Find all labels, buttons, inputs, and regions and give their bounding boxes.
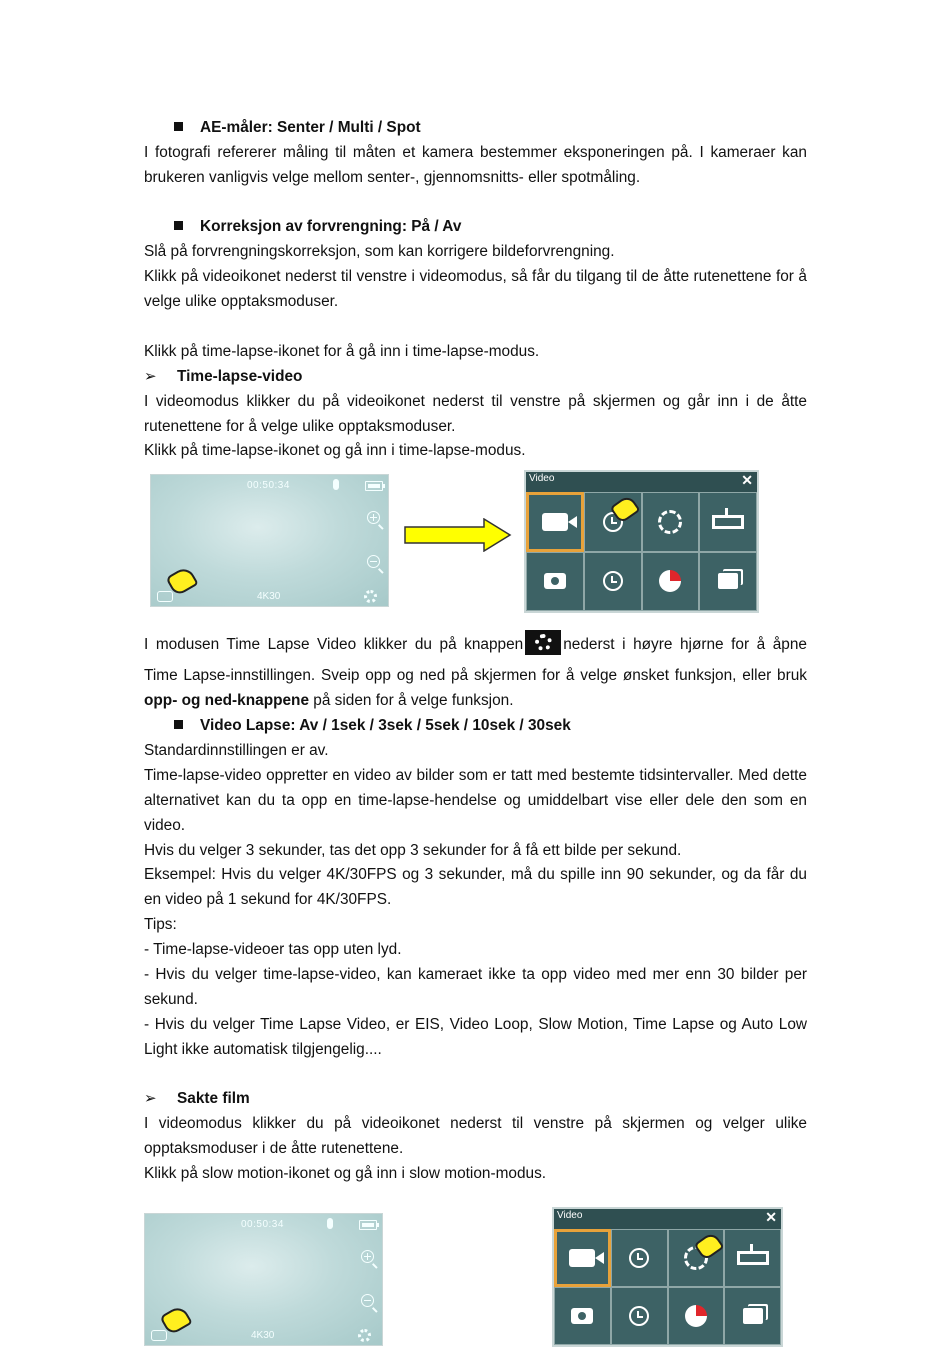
battery-icon [365, 481, 383, 491]
video-camera-icon [542, 513, 568, 531]
arrow-bullet-icon: ➢ [144, 368, 157, 385]
paragraph-distortion-3: Klikk på time-lapse-ikonet for å gå inn i time-lapse-modus. [144, 343, 540, 360]
tip-1: - Time-lapse-videoer tas opp uten lyd. [144, 941, 402, 958]
photo-camera-icon [571, 1308, 593, 1324]
menu-title: Video [557, 1210, 583, 1221]
mode-burst[interactable] [724, 1287, 781, 1345]
video-mode-menu-2 [552, 1207, 783, 1347]
mode-photo[interactable] [554, 1287, 611, 1345]
mode-timelapse-video[interactable] [584, 492, 642, 552]
paragraph-distortion-2: Klikk på videoikonet nederst til venstre i videomodus, så får du tilgang til de åtte rutenettene for å velge ulike opptaksmoduser. [144, 268, 807, 310]
paragraph-3sec: Hvis du velger 3 sekunder, tas det opp 3 sekunder for å få ett bilde per sekund. [144, 842, 682, 859]
zoom-in-icon [367, 511, 380, 524]
settings-gear-icon [364, 590, 377, 603]
arrow-heading-timelapse: ➢ Time-lapse-video [144, 364, 302, 389]
zoom-out-icon [367, 555, 380, 568]
mode-timelapse-photo[interactable] [584, 552, 642, 612]
timelapse-photo-icon [603, 571, 623, 591]
mode-normal-video[interactable] [554, 1229, 611, 1287]
resolution-label: 4K30 [251, 1330, 275, 1341]
video-mode-menu [524, 470, 759, 613]
square-bullet-icon [174, 221, 183, 230]
menu-title: Video [529, 473, 555, 484]
recording-timer: 00:50:34 [247, 480, 290, 491]
square-bullet-icon [174, 720, 183, 729]
mode-car[interactable] [699, 492, 757, 552]
burst-photo-icon [743, 1308, 763, 1324]
video-mode-icon [157, 591, 173, 602]
paragraph-ae: I fotografi refererer måling til måten et kamera bestemmer eksponeringen på. I kameraer kan brukeren vanligvis velge mellom senter-, gjennomsnitts- eller spotmåling. [144, 144, 807, 186]
mode-normal-video[interactable] [526, 492, 584, 552]
slow-motion-icon [658, 510, 682, 534]
close-icon[interactable]: ✕ [741, 472, 753, 488]
zoom-in-icon [361, 1250, 374, 1263]
right-arrow-icon [404, 518, 512, 552]
paragraph-slowmo-2: Klikk på slow motion-ikonet og gå inn i slow motion-modus. [144, 1165, 547, 1182]
paragraph-timelapse-2: Klikk på time-lapse-ikonet og gå inn i time-lapse-modus. [144, 442, 526, 459]
timelapse-photo-icon [629, 1306, 649, 1326]
bullet-heading-distortion: Korreksjon av forvrengning: På / Av [174, 214, 461, 239]
settings-gear-icon [525, 630, 561, 655]
self-timer-icon [659, 570, 681, 592]
video-camera-icon [569, 1249, 595, 1267]
bullet-heading-video-lapse: Video Lapse: Av / 1sek / 3sek / 5sek / 10sek / 30sek [174, 713, 571, 738]
burst-photo-icon [718, 573, 738, 589]
mode-slow-motion[interactable] [642, 492, 700, 552]
self-timer-icon [685, 1305, 707, 1327]
mic-icon [327, 1218, 333, 1229]
mode-timelapse-video[interactable] [611, 1229, 668, 1287]
car-mode-icon [712, 515, 744, 529]
tip-3: - Hvis du velger Time Lapse Video, er EIS, Video Loop, Slow Motion, Time Lapse og Auto Low Light ikke automatisk tilgjengelig.... [144, 1016, 807, 1058]
tip-2: - Hvis du velger time-lapse-video, kan kameraet ikke ta opp video med mer enn 30 bilder per sekund. [144, 966, 807, 1008]
mode-car[interactable] [724, 1229, 781, 1287]
battery-icon [359, 1220, 377, 1230]
close-icon[interactable]: ✕ [765, 1209, 777, 1225]
mode-self-timer[interactable] [668, 1287, 725, 1345]
mode-slow-motion[interactable] [668, 1229, 725, 1287]
resolution-label: 4K30 [257, 591, 281, 602]
paragraph-settings-2: Time Lapse-innstillingen. Sveip opp og ned på skjermen for å velge ønsket funksjon, eller bruk opp- og ned-knappene på siden for å velge funksjon. [144, 667, 807, 709]
car-mode-icon [737, 1251, 769, 1265]
paragraph-slowmo-1: I videomodus klikker du på videoikonet nederst til venstre på skjermen og velger ulike opptaksmoduser i de åtte rutenettene. [144, 1115, 807, 1157]
mode-photo[interactable] [526, 552, 584, 612]
photo-camera-icon [544, 573, 566, 589]
bullet-heading-ae: AE-måler: Senter / Multi / Spot [174, 115, 421, 140]
mode-burst[interactable] [699, 552, 757, 612]
camera-preview-screen [150, 474, 389, 607]
paragraph-default: Standardinnstillingen er av. [144, 742, 329, 759]
camera-preview-screen-2 [144, 1213, 383, 1346]
paragraph-timelapse-1: I videomodus klikker du på videoikonet nederst til venstre på skjermen og går inn i de åtte rutenettene for å velge ulike opptaksmoduser. [144, 393, 807, 435]
mode-timelapse-photo[interactable] [611, 1287, 668, 1345]
arrow-bullet-icon: ➢ [144, 1090, 157, 1107]
paragraph-timelapse-desc: Time-lapse-video oppretter en video av bilder som er tatt med bestemte tidsintervaller. Med dette alternativet kan du ta opp en time-lapse-hendelse og umiddelbart vise eller dele den som en video. [144, 767, 807, 834]
settings-gear-icon [358, 1329, 371, 1342]
square-bullet-icon [174, 122, 183, 131]
paragraph-distortion-1: Slå på forvrengningskorreksjon, som kan korrigere bildeforvrengning. [144, 243, 615, 260]
mic-icon [333, 479, 339, 490]
paragraph-example: Eksempel: Hvis du velger 4K/30FPS og 3 sekunder, må du spille inn 90 sekunder, og da får du en video på 1 sekund for 4K/30FPS. [144, 866, 807, 908]
video-mode-icon [151, 1330, 167, 1341]
arrow-heading-slow-motion: ➢ Sakte film [144, 1086, 250, 1111]
timelapse-video-icon [629, 1248, 649, 1268]
paragraph-settings-1: I modusen Time Lapse Video klikker du på knappen nederst i høyre hjørne for å åpne [144, 630, 807, 657]
tips-label: Tips: [144, 916, 177, 933]
mode-self-timer[interactable] [642, 552, 700, 612]
zoom-out-icon [361, 1294, 374, 1307]
recording-timer: 00:50:34 [241, 1219, 284, 1230]
